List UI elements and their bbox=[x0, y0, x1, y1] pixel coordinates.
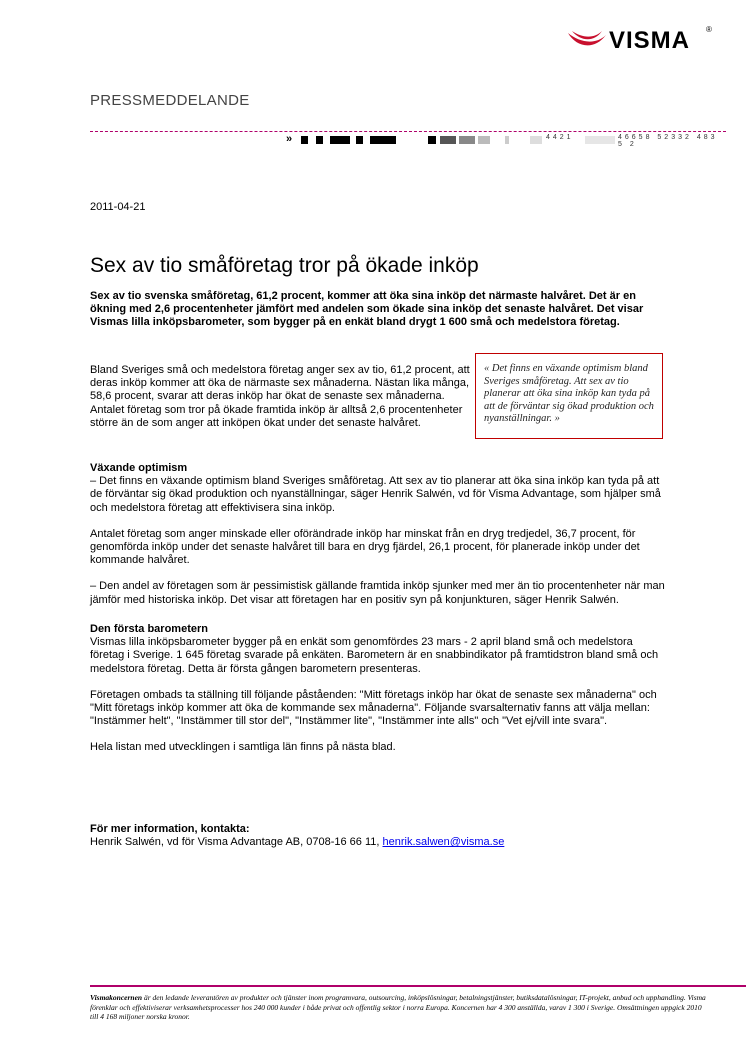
footer-rule bbox=[90, 985, 746, 987]
section-heading: Den första barometern bbox=[90, 623, 208, 635]
section-forsta-barometern bbox=[90, 623, 665, 755]
barcode-block bbox=[316, 136, 323, 144]
visma-swoosh-icon bbox=[566, 25, 608, 55]
body-paragraph: Vismas lilla inköpsbarometer bygger på en enkät som genomfördes 23 mars - 2 april bland små och medelstora företag i Sverige. 1 645 företag svarade på enkäten. Barometern är en snabbindikator på framtidstron bland små och medelstora företag. Detta är första gången barometern presenteras. bbox=[90, 636, 659, 675]
barcode-block bbox=[585, 136, 615, 144]
contact-heading: För mer information, kontakta: bbox=[90, 823, 250, 835]
registered-mark: ® bbox=[706, 25, 712, 34]
barcode-block bbox=[356, 136, 363, 144]
section-vaxande-optimism bbox=[90, 462, 665, 607]
barcode-block bbox=[301, 136, 308, 144]
barcode-block bbox=[370, 136, 396, 144]
body-paragraph: – Det finns en växande optimism bland Sveriges småföretag. Att sex av tio planerar att öka sina inköp kan tyda på att de förväntar sig ökad produktion och nyanställningar, säger Henrik Salwén, vd för Visma Advantage, som hjälper små och medelstora företag att effektivisera sina inköp. bbox=[90, 475, 661, 514]
doc-type-label: PRESSMEDDELANDE bbox=[90, 92, 250, 109]
body-paragraph: – Den andel av företagen som är pessimistisk gällande framtida inköp sjunker med mer än tio procentenheter när man jämför med historiska inköp. Det visar att företagen har en positiv syn på konjunkturen, säger Henrik Salwén. bbox=[90, 580, 665, 606]
barcode-block bbox=[330, 136, 350, 144]
dashed-rule bbox=[90, 131, 726, 133]
barcode-block bbox=[530, 136, 542, 144]
barcode-number: 4421 bbox=[546, 134, 574, 141]
barcode-block bbox=[459, 136, 475, 144]
barcode-row bbox=[90, 131, 726, 148]
barcode-block bbox=[505, 136, 509, 144]
chevron-arrow-icon: » bbox=[286, 133, 293, 145]
barcode-block bbox=[440, 136, 456, 144]
email-link[interactable]: henrik.salwen@visma.se bbox=[382, 836, 505, 849]
barcode-block bbox=[428, 136, 436, 144]
footer-boilerplate bbox=[90, 993, 710, 1022]
barcode-number: 46658 52332 483 5 2 bbox=[618, 134, 718, 148]
contact-line bbox=[90, 836, 665, 849]
visma-logo bbox=[566, 25, 716, 55]
footer-text: är den ledande leverantören av produkter och tjänster inom programvara, outsourcing, inköpslösningar, betalningstjänster, butiksdatalösningar, IT-projekt, anbud och upphandling. Visma förenklar och effektiviserar verksamhetsprocesser hos 240 000 kunder i både privat och offentlig sektor i norra Europa. Koncernen har 4 300 anställda, varav 1 300 i Sverige. Omsättningen uppgick 2010 till 4 168 miljoner norska kronor. bbox=[90, 993, 706, 1021]
contact-block bbox=[90, 823, 665, 849]
pull-quote: « Det finns en växande optimism bland Sveriges småföretag. Att sex av tio planerar att öka sina inköp kan tyda på att de förväntar sig ökad produktion och nyanställningar. » bbox=[475, 353, 663, 439]
intro-paragraph: Bland Sveriges små och medelstora företag anger sex av tio, 61,2 procent, att deras inköp kommer att öka de närmaste sex månaderna. Nästan lika många, 58,6 procent, svarar att deras inköp har ökat de senaste sex månaderna. Antalet företag som tror på ökade framtida inköp är alltså 2,6 procentenheter större än de som anger att inköpen ökat under det senaste halvåret. bbox=[90, 364, 470, 429]
body-paragraph: Hela listan med utvecklingen i samtliga län finns på nästa blad. bbox=[90, 741, 396, 754]
lead-paragraph: Sex av tio svenska småföretag, 61,2 procent, kommer att öka sina inköp det närmaste halvåret. Det är en ökning med 2,6 procentenheter jämfört med andelen som ökade sina inköp det senaste halvåret. Det visar Vismas lilla inköpsbarometer, som bygger på en enkät bland drygt 1 600 små och medelstora företag. bbox=[90, 290, 644, 329]
section-heading: Växande optimism bbox=[90, 462, 188, 474]
footer-company: Vismakoncernen bbox=[90, 993, 143, 1002]
barcode-block bbox=[478, 136, 490, 144]
body-paragraph: Företagen ombads ta ställning till följande påståenden: "Mitt företags inköp har ökat de senaste sex månaderna" och "Mitt företags inköp kommer att öka de kommande sex månaderna". Följande svarsalternativ fanns att välja mellan: "Instämmer helt", "Instämmer till stor del", "Instämmer lite", "Instämmer inte alls" och "Vet ej/vill inte svara". bbox=[90, 688, 657, 728]
body-paragraph: Antalet företag som anger minskade eller oförändrade inköp har minskat från en dryg tredjedel, 36,7 procent, för genomförda inköp under det senaste halvåret till bara en dryg fjärdel, 26,1 procent, för planerade inköp under det kommande halvåret. bbox=[90, 527, 640, 567]
contact-text: Henrik Salwén, vd för Visma Advantage AB, 0708-16 66 11, bbox=[90, 836, 383, 849]
headline: Sex av tio småföretag tror på ökade inköp bbox=[90, 254, 479, 277]
logo-wordmark: VISMA bbox=[609, 27, 691, 54]
release-date: 2011-04-21 bbox=[90, 201, 146, 213]
